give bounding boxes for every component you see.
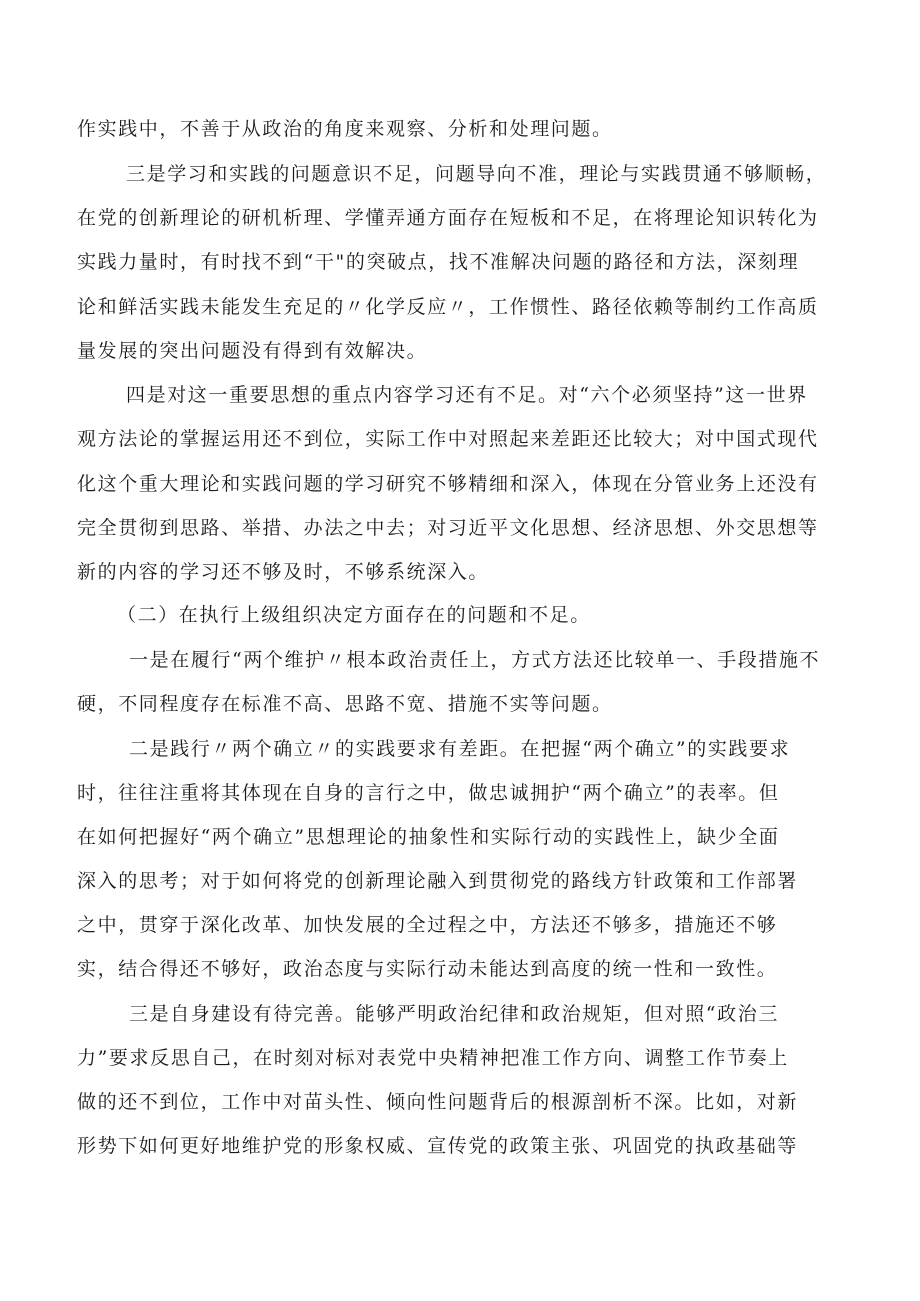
text-line: 形势下如何更好地维护党的形象权威、宣传党的政策主张、巩固党的执政基础等: [77, 1135, 799, 1157]
text-line: 在如何把握好“两个确立”思想理论的抽象性和实际行动的实践性上，缺少全面: [77, 826, 780, 848]
text-line: 四是对这一重要思想的重点内容学习还有不足。对“六个必须坚持”这一世界: [126, 384, 808, 406]
text-line: 观方法论的掌握运用还不到位，实际工作中对照起来差距还比较大；对中国式现代: [77, 428, 819, 450]
text-line: 深入的思考；对于如何将党的创新理论融入到贯彻党的路线方针政策和工作部署: [77, 870, 799, 892]
text-line: 时，往往注重将其体现在自身的言行之中，做忠诚拥护“两个确立”的表率。但: [77, 782, 780, 804]
section-heading: （二）在执行上级组织决定方面存在的问题和不足。: [117, 604, 591, 626]
text-line: 二是践行〃两个确立〃的实践要求有差距。在把握“两个确立”的实践要求: [129, 738, 791, 760]
text-line: 新的内容的学习还不够及时，不够系统深入。: [77, 561, 490, 583]
text-line: 之中，贯穿于深化改革、加快发展的全过程之中，方法还不够多，措施还不够: [77, 914, 778, 936]
text-line: 在党的创新理论的研机析理、学懂弄通方面存在短板和不足，在将理论知识转化为: [77, 207, 819, 229]
text-line: 完全贯彻到思路、举措、办法之中去；对习近平文化思想、经济思想、外交思想等: [77, 517, 819, 539]
text-line: 作实践中，不善于从政治的角度来观察、分析和处理问题。: [77, 118, 613, 140]
text-line: 三是学习和实践的问题意识不足，问题导向不准，理论与实践贯通不够顺畅，: [126, 163, 827, 185]
text-line: 化这个重大理论和实践问题的学习研究不够精细和深入，体现在分管业务上还没有: [77, 473, 819, 495]
text-line: 力”要求反思自己，在时刻对标对表党中央精神把准工作方向、调整工作节奏上: [77, 1047, 789, 1069]
text-line: 量发展的突出问题没有得到有效解决。: [77, 340, 428, 362]
text-line: 硬，不同程度存在标准不高、思路不宽、措施不实等问题。: [77, 693, 613, 715]
text-line: 实践力量时，有时找不到“干"的突破点，找不准解决问题的路径和方法，深刻理: [77, 251, 800, 273]
text-line: 做的还不到位，工作中对苗头性、倾向性问题背后的根源剖析不深。比如，对新: [77, 1091, 799, 1113]
text-line: 一是在履行“两个维护〃根本政治责任上，方式方法还比较单一、手段措施不: [129, 649, 821, 671]
text-line: 三是自身建设有待完善。能够严明政治纪律和政治规矩，但对照“政治三: [129, 1003, 779, 1025]
text-line: 论和鲜活实践未能发生充足的〃化学反应〃，工作惯性、路径依赖等制约工作高质: [77, 296, 819, 318]
text-line: 实，结合得还不够好，政治态度与实际行动未能达到高度的统一性和一致性。: [77, 958, 778, 980]
